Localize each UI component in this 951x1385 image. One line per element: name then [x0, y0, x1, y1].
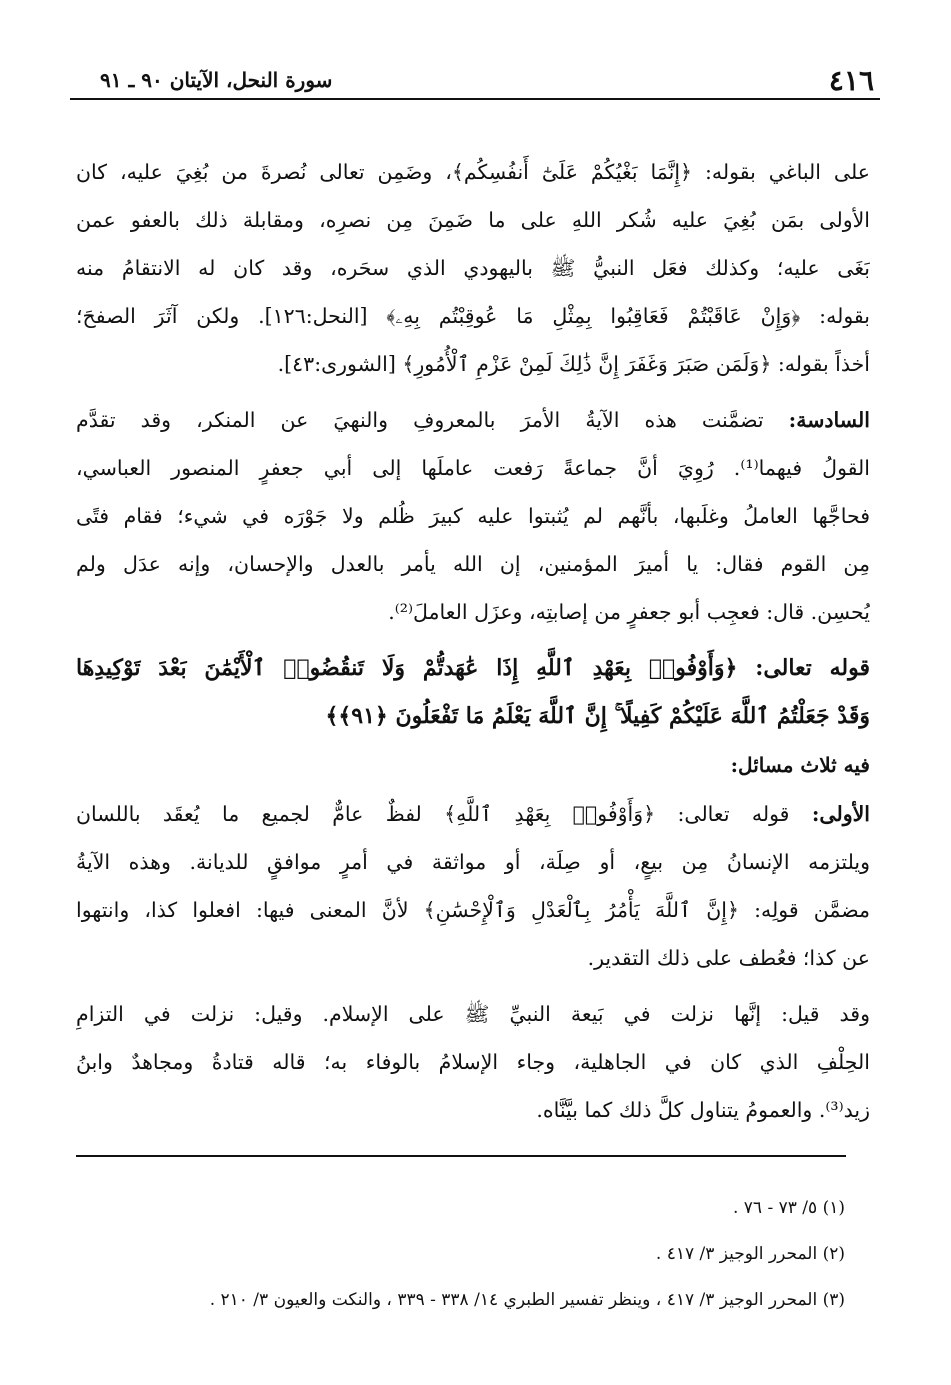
- text-line: الحِلْفِ الذي كان في الجاهلية، وجاء الإسلامُ بالوفاء به؛ قاله قتادةُ ومجاهدٌ وابنُ: [76, 1050, 870, 1074]
- verse-line: [76, 644, 870, 692]
- text-line: ويلتزمه الإنسانُ مِن بيعٍ، أو صِلَة، أو مواثقة في أمرٍ موافقٍ للديانة. وهذه الآيةُ: [76, 850, 870, 874]
- page-number: ٤١٦: [828, 64, 874, 97]
- text-line: بقوله: ﴿وَإِنْ عَاقَبْتُمْ فَعَاقِبُوا بِمِثْلِ مَا عُوقِبْتُم بِهِۦ﴾ [النحل:١٢٦]. ولكن آثَرَ الصفحَ؛: [76, 304, 870, 328]
- text-line: يُحسِن. قال: فعجِب أبو جعفرٍ من إصابتِه، وعزَل العاملَ⁽²⁾.: [388, 600, 870, 624]
- text-line: زيد⁽³⁾. والعمومُ يتناول كلَّ ذلك كما بيَّنَّاه.: [536, 1098, 870, 1122]
- text-line: الأولى بمَن بُغِيَ عليه شُكر اللهِ على ما ضَمِنَ مِن نصرِه، ومقابلة ذلك بالعفو عمن: [76, 208, 870, 232]
- text-span: قوله تعالى: ﴿وَأَوْفُوا۟ بِعَهْدِ ٱللَّهِ﴾ لفظٌ عامٌّ لجميع ما يُعقَد باللسان: [76, 802, 812, 826]
- page-body: [76, 148, 870, 1134]
- footnote-divider: [76, 1155, 846, 1157]
- verse-text: ﴿وَأَوْفُوا۟ بِعَهْدِ ٱللَّهِ إِذَا عَٰهَدتُّمْ وَلَا تَنقُضُوا۟ ٱلْأَيْمَٰنَ بَعْدَ تَوْكِيدِهَا: [76, 655, 756, 681]
- text-line: [76, 790, 870, 838]
- text-line: عن كذا؛ فعُطف على ذلك التقدير.: [587, 946, 870, 970]
- paragraph-4: [76, 990, 870, 1134]
- verse-lead: قوله تعالى:: [755, 655, 870, 681]
- text-line: مِن القوم فقال: يا أميرَ المؤمنين، إن الله يأمر بالعدل والإحسان، وإنه عدَل ولم: [76, 552, 870, 576]
- text-line: فحاجَّها العاملُ وغلَبها، بأنَّهم لم يُثبتوا عليه كبيرَ ظُلم ولا جَوْرَه في شيء؛ فقام فتًى: [76, 504, 870, 528]
- paragraph-3: [76, 790, 870, 982]
- verse-line: وَقَدْ جَعَلْتُمُ ٱللَّهَ عَلَيْكُمْ كَفِيلًا ۚ إِنَّ ٱللَّهَ يَعْلَمُ مَا تَفْعَلُونَ ﴿٩١﴾﴾: [325, 703, 870, 729]
- paragraph-2: [76, 396, 870, 636]
- text-line: القولُ فيهما⁽¹⁾. رُوِيَ أنَّ جماعةً رَفعت عاملَها إلى أبي جعفرٍ المنصور العباسي،: [76, 456, 870, 480]
- footnotes: [85, 1185, 845, 1323]
- paragraph-1: [76, 148, 870, 388]
- verse-block: [76, 644, 870, 740]
- running-title: سورة النحل، الآيتان ٩٠ ـ ٩١: [100, 68, 333, 92]
- text-span: تضمَّنت هذه الآيةُ الأمرَ بالمعروفِ والنهيَ عن المنكر، وقد تقدَّم: [76, 408, 789, 432]
- page-header: [70, 62, 880, 100]
- footnote: (٢) المحرر الوجيز ٣/ ٤١٧ .: [655, 1244, 845, 1264]
- issue-label: السادسة:: [788, 408, 870, 432]
- text-line: بَغَى عليه؛ وكذلك فعَل النبيُّ ﷺ باليهودي الذي سحَره، وقد كان له الانتقامُ منه: [76, 256, 870, 280]
- footnote: (٣) المحرر الوجيز ٣/ ٤١٧ ، وينظر تفسير الطبري ١٤/ ٣٣٨ - ٣٣٩ ، والنكت والعيون ٣/ ٢١٠ .: [209, 1290, 845, 1310]
- footnote: (١) ٥/ ٧٣ - ٧٦ .: [732, 1198, 845, 1218]
- text-line: أخذاً بقوله: ﴿وَلَمَن صَبَرَ وَغَفَرَ إِنَّ ذَٰلِكَ لَمِنْ عَزْمِ ٱلْأُمُورِ﴾ [الشورى:٤٣].: [277, 352, 870, 376]
- text-line: [76, 396, 870, 444]
- text-line: مضمَّن قولِه: ﴿إِنَّ ٱللَّهَ يَأْمُرُ بِٱلْعَدْلِ وَٱلْإِحْسَٰنِ﴾ لأنَّ المعنى فيها: افعلوا كذا، وانتهوا: [76, 898, 870, 922]
- issue-label: الأولى:: [811, 802, 870, 826]
- text-line: على الباغي بقوله: ﴿إِنَّمَا بَغْيُكُمْ عَلَىٰٓ أَنفُسِكُم﴾، وضَمِن تعالى نُصرةَ من بُغِيَ عليه، كان: [76, 160, 870, 184]
- issues-heading: فيه ثلاث مسائل:: [730, 753, 870, 777]
- text-line: وقد قيل: إنَّها نزلت في بَيعة النبيِّ ﷺ على الإسلام. وقيل: نزلت في التزامِ: [76, 1002, 870, 1026]
